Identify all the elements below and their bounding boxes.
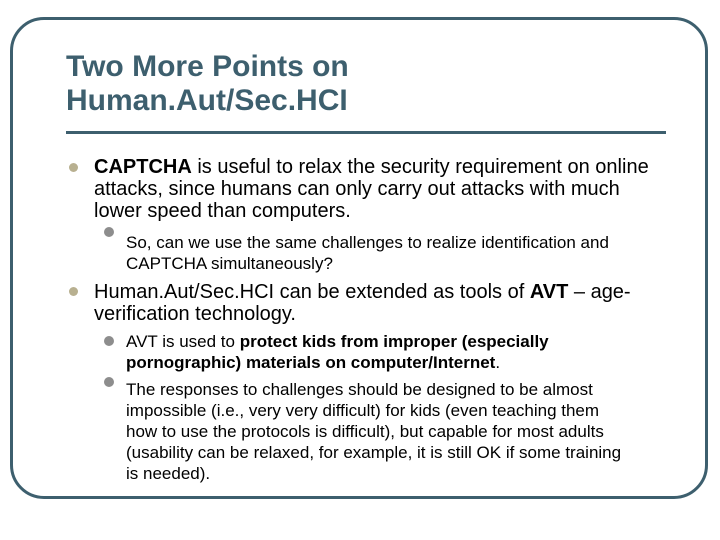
subbullet-dot xyxy=(104,336,114,346)
bullet-captcha-keyword: CAPTCHA xyxy=(94,156,192,178)
subbullet-text: The responses to challenges should be designed to be almost impossible (i.e., very very difficult) for kids (even teaching them how to use the protocols is difficult), but capable for most adults (usability can be relaxed, for example, it is still OK if some training is needed). xyxy=(126,380,622,483)
bullet-dot xyxy=(69,287,78,296)
subbullet-identification-captcha xyxy=(126,232,666,274)
subbullet-avt-purpose xyxy=(126,331,636,373)
subbullet-dot xyxy=(104,377,114,387)
bullet-avt-keyword: AVT xyxy=(529,281,569,303)
bullet-captcha-text: is useful to relax the security requirement on online attacks, since humans can only carry out attacks with much lower speed than computers. xyxy=(94,156,649,222)
subbullet-avt-design xyxy=(126,379,626,484)
slide-title xyxy=(66,50,349,118)
bullet-avt xyxy=(94,281,654,325)
title-line-2: Human.Aut/Sec.HCI xyxy=(66,84,348,117)
bullet-dot xyxy=(69,163,78,172)
bullet-avt-text-end: – age-verification technology. xyxy=(94,281,631,325)
bullet-avt-text: Human.Aut/Sec.HCI can be extended as tools of xyxy=(94,281,530,303)
subbullet-text: AVT is used to xyxy=(126,332,240,351)
subbullet-text: So, can we use the same challenges to realize identification and CAPTCHA simultaneously? xyxy=(126,233,609,273)
subbullet-dot xyxy=(104,227,114,237)
subbullet-text-end: . xyxy=(495,353,501,372)
title-divider xyxy=(66,131,666,134)
subbullet-emphasis: protect kids from improper (especially pornographic) materials on computer/Internet xyxy=(126,332,549,372)
title-line-1: Two More Points on xyxy=(66,50,349,83)
bullet-captcha xyxy=(94,156,654,222)
